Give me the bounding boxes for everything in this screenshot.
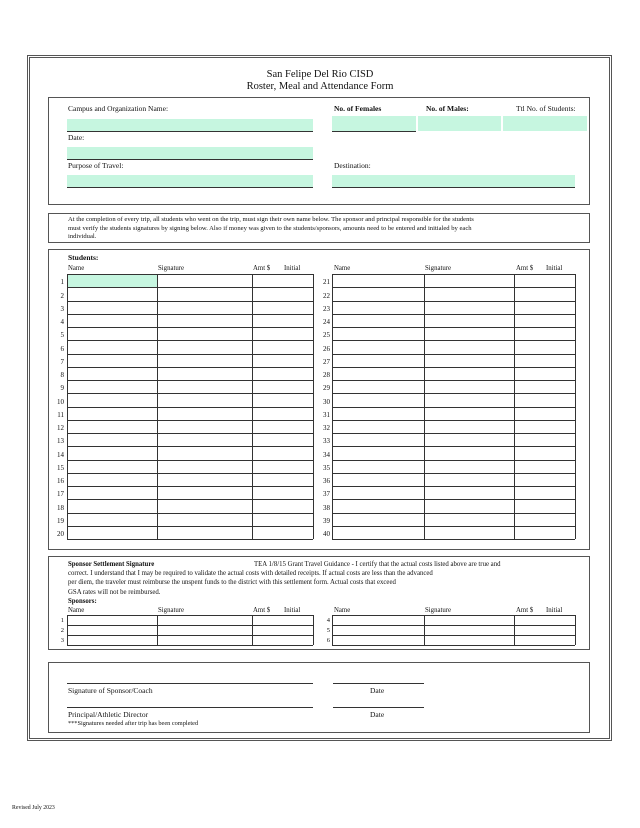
sponsor-right-top-rule — [332, 615, 575, 616]
student-row-line[interactable] — [332, 393, 575, 394]
total-students-label: Ttl No. of Students: — [516, 104, 576, 113]
student-row-number: 32 — [323, 424, 330, 432]
settlement-text-2: correct. I understand that I may be required to validate the actual costs with detailed receipts. If actual costs are less than the advanced — [68, 570, 433, 577]
right-col-name-header: Name — [334, 265, 351, 272]
student-row-line[interactable] — [67, 513, 313, 514]
student-row-line[interactable] — [67, 420, 313, 421]
student-row-line[interactable] — [67, 393, 313, 394]
settlement-text-3: per diem, the traveler must reimburse the unspent funds to the district with this settlement form. Actual costs that exceed — [68, 579, 396, 586]
campus-field[interactable] — [67, 119, 313, 132]
student-row-number: 28 — [323, 371, 330, 379]
right-col-initial-header: Initial — [546, 265, 563, 272]
student-row-line[interactable] — [332, 420, 575, 421]
principal-signature-line[interactable] — [67, 707, 313, 708]
student-row-number: 9 — [60, 384, 64, 393]
sponsor-row-number: 4 — [326, 617, 330, 624]
sponsor-right-amt-header: Amt $ — [516, 607, 534, 614]
principal-date-line[interactable] — [333, 707, 424, 708]
sponsor-left-col-divider — [252, 615, 253, 645]
student-row-line[interactable] — [332, 354, 575, 355]
females-label: No. of Females — [334, 104, 382, 113]
student-row-line[interactable] — [332, 486, 575, 487]
student-row-number: 39 — [323, 516, 330, 525]
student-row-line[interactable] — [67, 407, 313, 408]
sponsor-right-col-divider — [514, 615, 515, 645]
student-row-number: 8 — [60, 371, 64, 379]
student-row-line[interactable] — [332, 526, 575, 527]
student-row-number: 30 — [323, 397, 330, 406]
student-row-line[interactable] — [332, 301, 575, 302]
revision-date: Revised July 2023 — [12, 805, 55, 811]
student-row-line[interactable] — [332, 473, 575, 474]
student-1-name-field[interactable] — [67, 275, 157, 287]
sponsor-left-name-header: Name — [68, 607, 85, 614]
sponsor-right-col-divider — [424, 615, 425, 645]
sponsor-row-line[interactable] — [332, 635, 575, 636]
students-heading: Students: — [68, 253, 99, 262]
student-row-number: 38 — [323, 503, 330, 512]
student-row-number: 25 — [323, 331, 330, 340]
student-row-number: 36 — [323, 477, 330, 485]
sponsor-row-line[interactable] — [67, 635, 313, 636]
left-col-signature-header: Signature — [158, 265, 185, 272]
sponsor-left-col-divider — [67, 615, 68, 645]
student-row-number: 34 — [323, 450, 330, 459]
females-field[interactable] — [332, 116, 416, 132]
student-row-number: 7 — [60, 357, 64, 366]
destination-field[interactable] — [332, 175, 575, 188]
student-row-number: 14 — [57, 450, 64, 459]
student-row-number: 10 — [57, 397, 64, 406]
student-row-line[interactable] — [332, 499, 575, 500]
student-row-number: 15 — [57, 463, 64, 472]
sponsor-right-initial-header: Initial — [546, 607, 563, 614]
student-row-number: 6 — [60, 344, 64, 353]
student-row-line[interactable] — [332, 287, 575, 288]
sponsors-heading: Sponsors: — [68, 598, 97, 605]
student-row-line[interactable] — [67, 314, 313, 315]
student-row-number: 17 — [57, 490, 64, 499]
instructions-line-1: At the completion of every trip, all students who went on the trip, must sign their own name below. The sponsor and principal responsible for the students — [68, 216, 474, 223]
student-row-number: 3 — [60, 304, 64, 313]
student-row-line[interactable] — [332, 407, 575, 408]
instructions-line-2: must verify the students signatures by signing below. Also if money was given to the students/sponsors, amounts need to be entered and initialed by each — [68, 224, 472, 232]
student-row-number: 22 — [323, 291, 330, 300]
student-row-line[interactable] — [332, 314, 575, 315]
student-row-number: 37 — [323, 490, 330, 499]
student-row-number: 40 — [323, 530, 330, 538]
student-left-top-rule — [67, 274, 313, 275]
right-col-signature-header: Signature — [425, 265, 452, 272]
student-row-line[interactable] — [67, 367, 313, 368]
student-row-number: 23 — [323, 304, 330, 313]
student-row-line[interactable] — [67, 526, 313, 527]
student-row-line[interactable] — [332, 446, 575, 447]
sponsor-left-col-divider — [157, 615, 158, 645]
form-title-name: Roster, Meal and Attendance Form — [246, 81, 394, 92]
student-row-number: 2 — [60, 291, 64, 300]
student-row-line[interactable] — [67, 354, 313, 355]
left-col-amt-header: Amt $ — [253, 265, 271, 272]
student-row-number: 1 — [60, 278, 64, 287]
student-row-number: 26 — [323, 344, 330, 353]
student-row-line[interactable] — [67, 301, 313, 302]
student-row-line[interactable] — [332, 460, 575, 461]
purpose-field[interactable] — [67, 175, 313, 188]
student-row-line[interactable] — [67, 473, 313, 474]
sponsor-row-line[interactable] — [332, 645, 575, 646]
sponsor-row-number: 5 — [326, 627, 330, 634]
student-row-number: 5 — [60, 331, 64, 340]
student-row-line[interactable] — [67, 380, 313, 381]
student-row-line[interactable] — [67, 433, 313, 434]
student-row-line[interactable] — [67, 327, 313, 328]
date-field[interactable] — [67, 147, 313, 160]
student-row-line[interactable] — [332, 433, 575, 434]
student-row-number: 4 — [60, 318, 64, 326]
sponsor-date-line[interactable] — [333, 683, 424, 684]
student-row-number: 19 — [57, 516, 64, 525]
student-right-col-divider — [575, 274, 576, 539]
males-label: No. of Males: — [426, 104, 469, 113]
student-left-col-divider — [313, 274, 314, 539]
student-row-number: 27 — [323, 357, 330, 366]
sponsor-left-amt-header: Amt $ — [253, 607, 271, 614]
sponsor-row-line[interactable] — [332, 625, 575, 626]
signatures-note: ***Signatures needed after trip has been completed — [68, 720, 199, 727]
student-row-line[interactable] — [67, 287, 313, 288]
student-row-line[interactable] — [67, 340, 313, 341]
settlement-text-1: TEA 1/8/15 Grant Travel Guidance - I certify that the actual costs listed above are true and — [254, 561, 501, 568]
student-row-line[interactable] — [67, 486, 313, 487]
student-row-line[interactable] — [332, 340, 575, 341]
left-col-name-header: Name — [68, 265, 85, 272]
sponsor-right-col-divider — [575, 615, 576, 645]
instructions-text — [68, 216, 586, 242]
sponsor-row-number: 2 — [60, 627, 64, 634]
instructions-line-3: individual. — [68, 233, 97, 241]
student-right-top-rule — [332, 274, 575, 275]
destination-label: Destination: — [334, 161, 371, 170]
sponsor-row-number: 6 — [326, 637, 330, 644]
student-row-line[interactable] — [332, 367, 575, 368]
sponsor-right-name-header: Name — [334, 607, 351, 614]
sponsor-signature-line[interactable] — [67, 683, 313, 684]
sponsor-left-top-rule — [67, 615, 313, 616]
sponsor-signature-label: Signature of Sponsor/Coach — [68, 686, 153, 695]
campus-label: Campus and Organization Name: — [68, 104, 169, 113]
left-col-initial-header: Initial — [284, 265, 301, 272]
student-row-number: 16 — [57, 477, 64, 485]
student-row-number: 29 — [323, 384, 330, 393]
settlement-text-4: GSA rates will not be reimbursed. — [68, 589, 161, 596]
student-row-number: 18 — [57, 503, 64, 512]
sponsor-left-initial-header: Initial — [284, 607, 301, 614]
sponsor-left-col-divider — [313, 615, 314, 645]
principal-signature-label: Principal/Athletic Director — [68, 710, 149, 719]
student-row-line[interactable] — [67, 499, 313, 500]
right-col-amt-header: Amt $ — [516, 265, 534, 272]
form-title-district: San Felipe Del Rio CISD — [266, 69, 374, 80]
sponsor-row-number: 3 — [60, 637, 64, 644]
sponsor-right-signature-header: Signature — [425, 607, 452, 614]
sponsor-left-signature-header: Signature — [158, 607, 185, 614]
student-row-line[interactable] — [67, 446, 313, 447]
date-label: Date: — [68, 133, 85, 142]
student-row-number: 21 — [323, 278, 330, 287]
student-row-line[interactable] — [332, 539, 575, 540]
student-row-number: 35 — [323, 463, 330, 472]
student-row-line[interactable] — [67, 460, 313, 461]
sponsor-row-line[interactable] — [67, 645, 313, 646]
sponsor-date-label: Date — [370, 686, 385, 695]
student-row-number: 33 — [323, 437, 330, 446]
student-row-line[interactable] — [332, 513, 575, 514]
settlement-heading: Sponsor Settlement Signature — [68, 561, 155, 568]
sponsor-row-line[interactable] — [67, 625, 313, 626]
student-row-line[interactable] — [67, 539, 313, 540]
student-row-number: 11 — [57, 410, 64, 419]
student-row-number: 24 — [323, 318, 330, 326]
student-row-line[interactable] — [332, 327, 575, 328]
student-row-number: 31 — [323, 410, 330, 419]
student-row-line[interactable] — [332, 380, 575, 381]
purpose-label: Purpose of Travel: — [68, 161, 124, 170]
student-row-number: 20 — [57, 530, 64, 538]
sponsor-right-col-divider — [332, 615, 333, 645]
males-field[interactable] — [418, 116, 501, 131]
student-row-number: 12 — [57, 424, 64, 432]
sponsor-row-number: 1 — [60, 617, 64, 624]
student-row-number: 13 — [57, 437, 64, 446]
principal-date-label: Date — [370, 710, 385, 719]
total-students-field[interactable] — [503, 116, 587, 131]
